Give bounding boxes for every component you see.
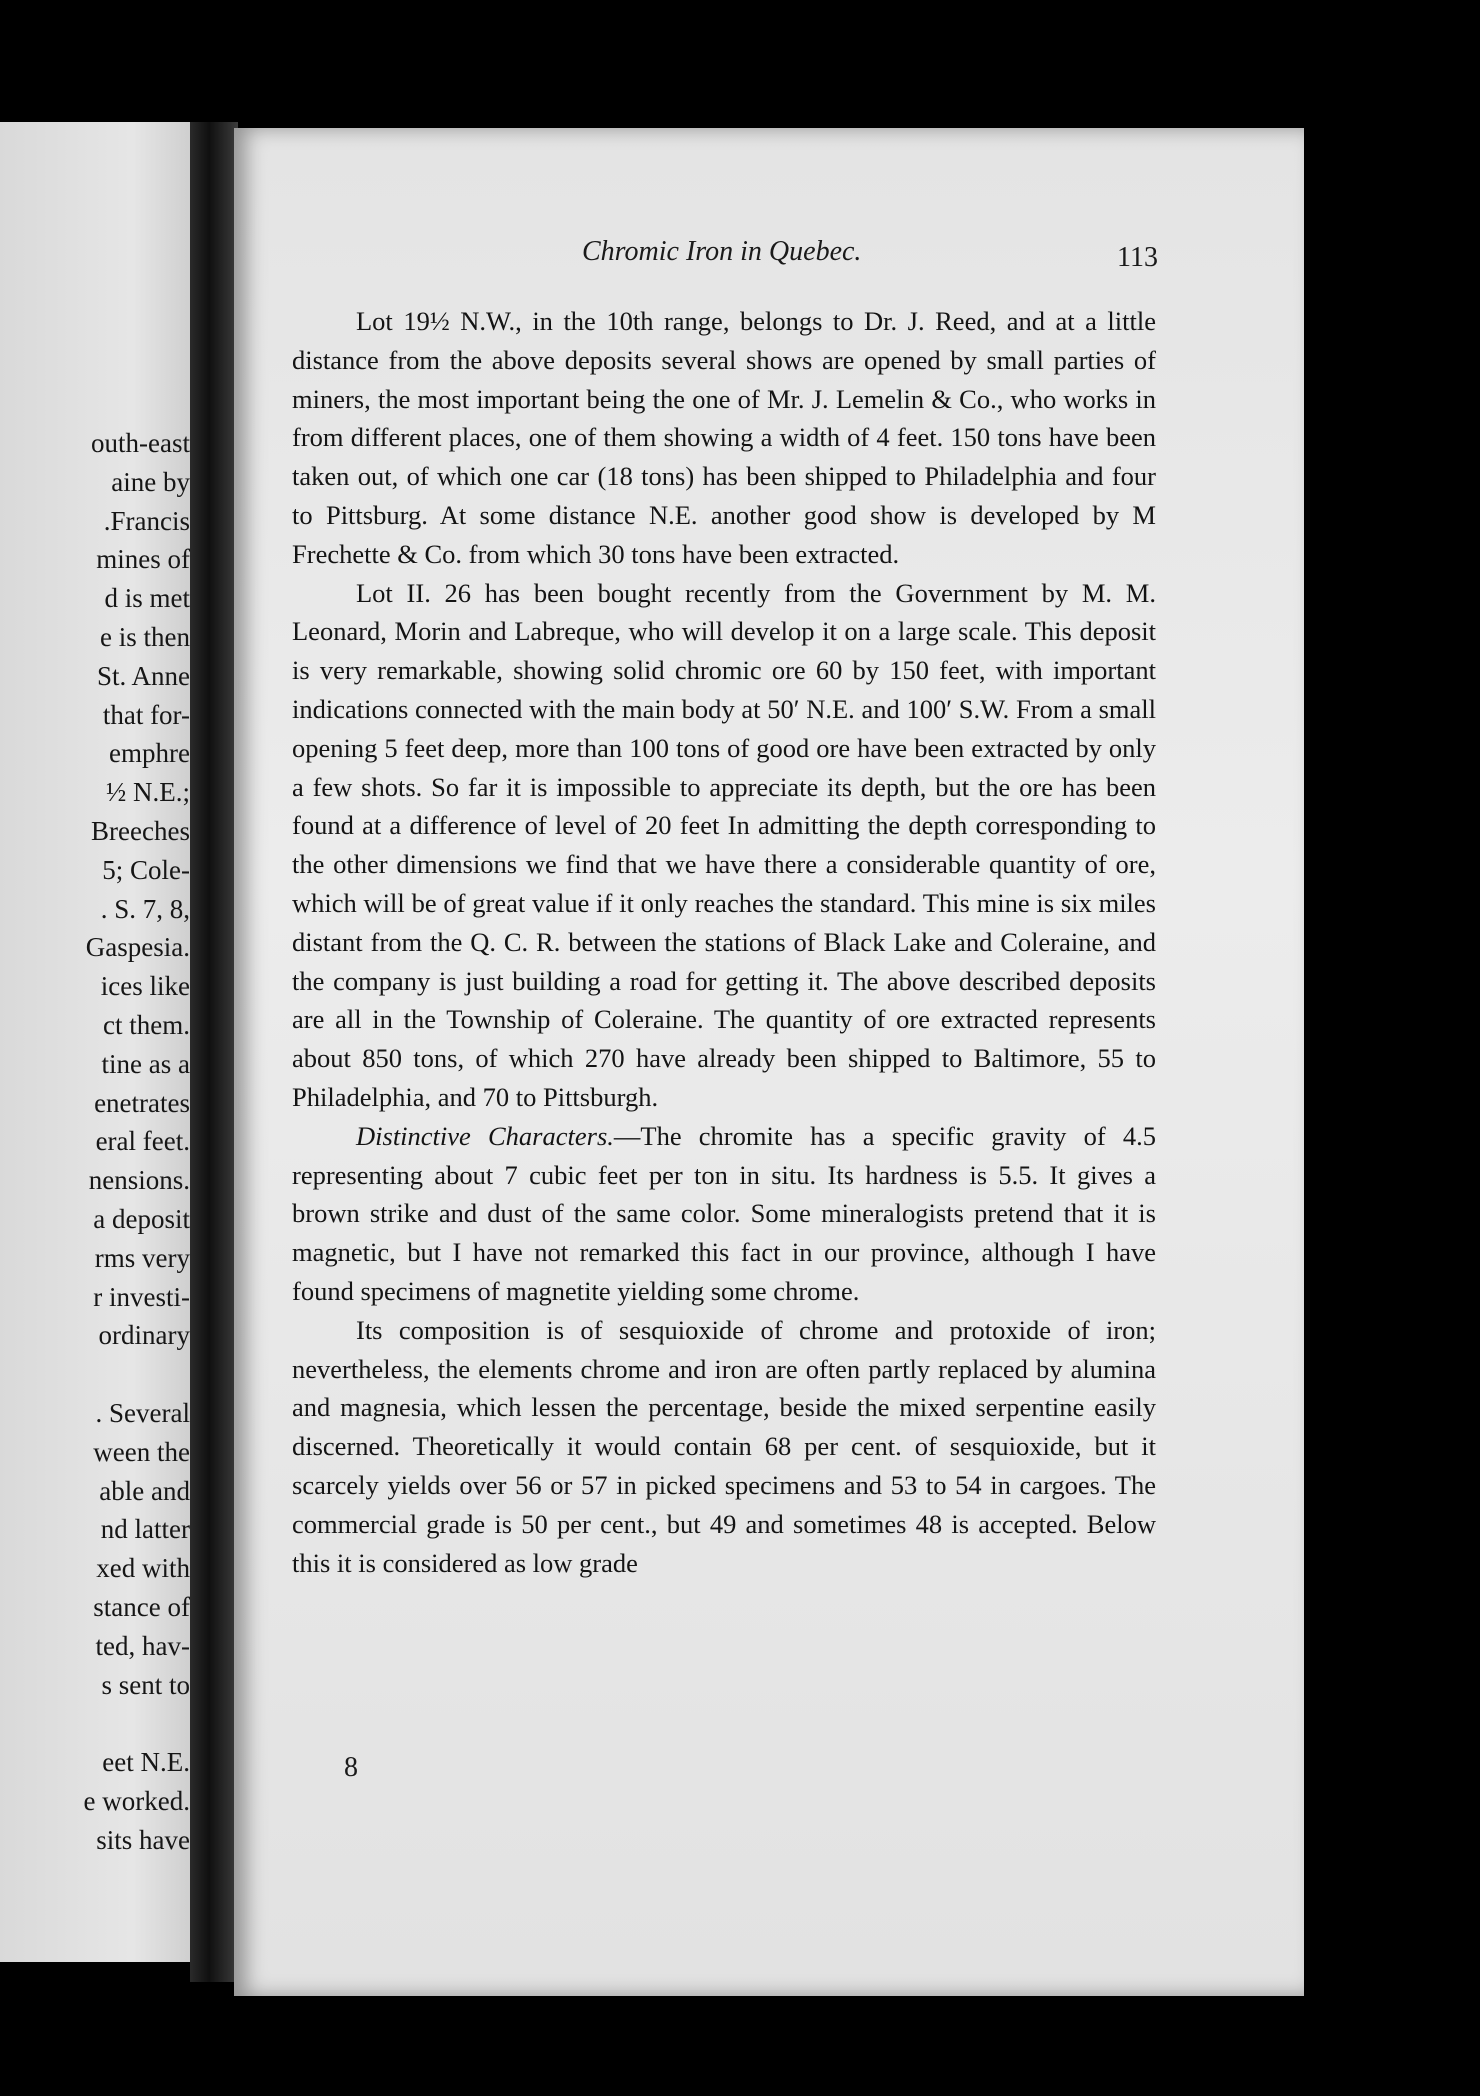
- left-page-line: nensions.: [88, 1165, 190, 1196]
- left-page-line: e worked.: [83, 1786, 190, 1816]
- left-page-line: eet N.E.: [102, 1747, 190, 1778]
- left-page-line: . S. 7, 8,: [100, 893, 190, 924]
- left-page-line: tine as a: [101, 1048, 190, 1079]
- left-page-line: ordinary: [98, 1320, 190, 1351]
- left-page-line: a deposit: [93, 1204, 190, 1234]
- left-page-line: eral feet.: [95, 1126, 190, 1157]
- left-page-line: Breeches: [91, 816, 190, 846]
- section-heading: Distinctive Characters.: [356, 1120, 614, 1151]
- left-page-line: . Several: [95, 1398, 190, 1428]
- left-page-line: xed with: [96, 1553, 190, 1584]
- left-page-line: ted, hav-: [95, 1630, 190, 1661]
- left-page-line: d is met: [104, 583, 190, 614]
- left-page-line: enetrates: [94, 1087, 190, 1118]
- left-page-line: St. Anne: [96, 660, 190, 691]
- left-page-line: Gaspesia.: [85, 932, 190, 963]
- left-page-line: e is then: [100, 622, 190, 652]
- paragraph-lot-19: Lot 19½ N.W., in the 10th range, belongs to Dr. J. Reed, and at a little distance from the above deposits several shows are opened by small parties of miners, the most important being the one of Mr. J. Lemelin & Co., who works in from different places, one of them showing a width of 4 feet. 150 tons have been taken out, of which one car (18 tons) has been shipped to Philadelphia and four to Pittsburg. At some distance N.E. another good show is developed by M Frechette & Co. from which 30 tons have been extracted.: [292, 306, 1156, 569]
- left-page-line: sits have: [96, 1824, 190, 1855]
- left-page-line: nd latter: [100, 1514, 190, 1545]
- body-text: [292, 302, 1156, 1582]
- left-page-line: stance of: [93, 1592, 190, 1622]
- left-page-line: ½ N.E.;: [106, 777, 190, 808]
- paragraph-lot-26: Lot II. 26 has been bought recently from the Government by M. M. Leonard, Morin and Labreque, who will develop it on a large scale. This deposit is very remarkable, showing solid chromic ore 60 by 150 feet, with important indications connected with the main body at 50′ N.E. and 100′ S.W. From a small opening 5 feet deep, more than 100 tons of good ore have been extracted by only a few shots. So far it is impossible to appreciate its depth, but the ore has been found at a difference of level of 20 feet In admitting the depth corresponding to the other dimensions we find that we have there a considerable quantity of ore, which will be of great value if it only reaches the standard. This mine is six miles distant from the Q. C. R. between the stations of Black Lake and Coleraine, and the company is just building a road for getting it. The above described deposits are all in the Township of Coleraine. The quantity of ore extracted represents about 850 tons, of which 270 have already been shipped to Baltimore, 55 to Philadelphia, and 70 to Pittsburgh.: [292, 577, 1156, 1112]
- left-page-line: that for-: [102, 699, 190, 730]
- left-page-line: s sent to: [101, 1669, 190, 1700]
- signature-mark: 8: [344, 1752, 358, 1783]
- book-gutter: [190, 122, 238, 1982]
- paragraph-composition: Its composition is of sesquioxide of chrome and protoxide of iron; nevertheless, the elements chrome and iron are often partly replaced by alumina and magnesia, which lessen the percentage, beside the mixed serpentine easily discerned. Theoretically it would contain 68 per cent. of sesquioxide, but it scarcely yields over 56 or 57 in picked specimens and 53 to 54 in cargoes. The commercial grade is 50 per cent., but 49 and sometimes 48 is accepted. Below this it is considered as low grade: [292, 1314, 1156, 1578]
- left-page-line: mines of: [96, 544, 190, 575]
- page-number: 113: [1117, 242, 1158, 273]
- left-page-line: outh-east: [91, 428, 190, 458]
- running-head: Chromic Iron in Quebec.: [582, 236, 862, 267]
- left-page-line: ween the: [93, 1436, 190, 1467]
- left-page-line: r investi-: [93, 1281, 190, 1312]
- paragraph-distinctive-characters: Distinctive Characters.—The chromite has a specific gravity of 4.5 representing about 7 cubic feet per ton in situ. Its hardness is 5.5. It gives a brown strike and dust of the same color. Some mineralogists pretend that it is magnetic, but I have not remarked this fact in our province, although I have found specimens of magnetite yielding some chrome.: [292, 1120, 1156, 1306]
- left-page-line: emphre: [109, 738, 190, 769]
- left-page-edge: [0, 122, 190, 1962]
- left-page-line: ices like: [100, 971, 190, 1002]
- left-page-line: 5; Cole-: [102, 854, 190, 885]
- left-page-line: .Francis: [103, 505, 190, 536]
- left-page-line: aine by: [111, 466, 190, 497]
- left-page-line: able and: [99, 1475, 190, 1506]
- left-page-line: rms very: [94, 1242, 190, 1273]
- left-page-line: ct them.: [103, 1010, 190, 1040]
